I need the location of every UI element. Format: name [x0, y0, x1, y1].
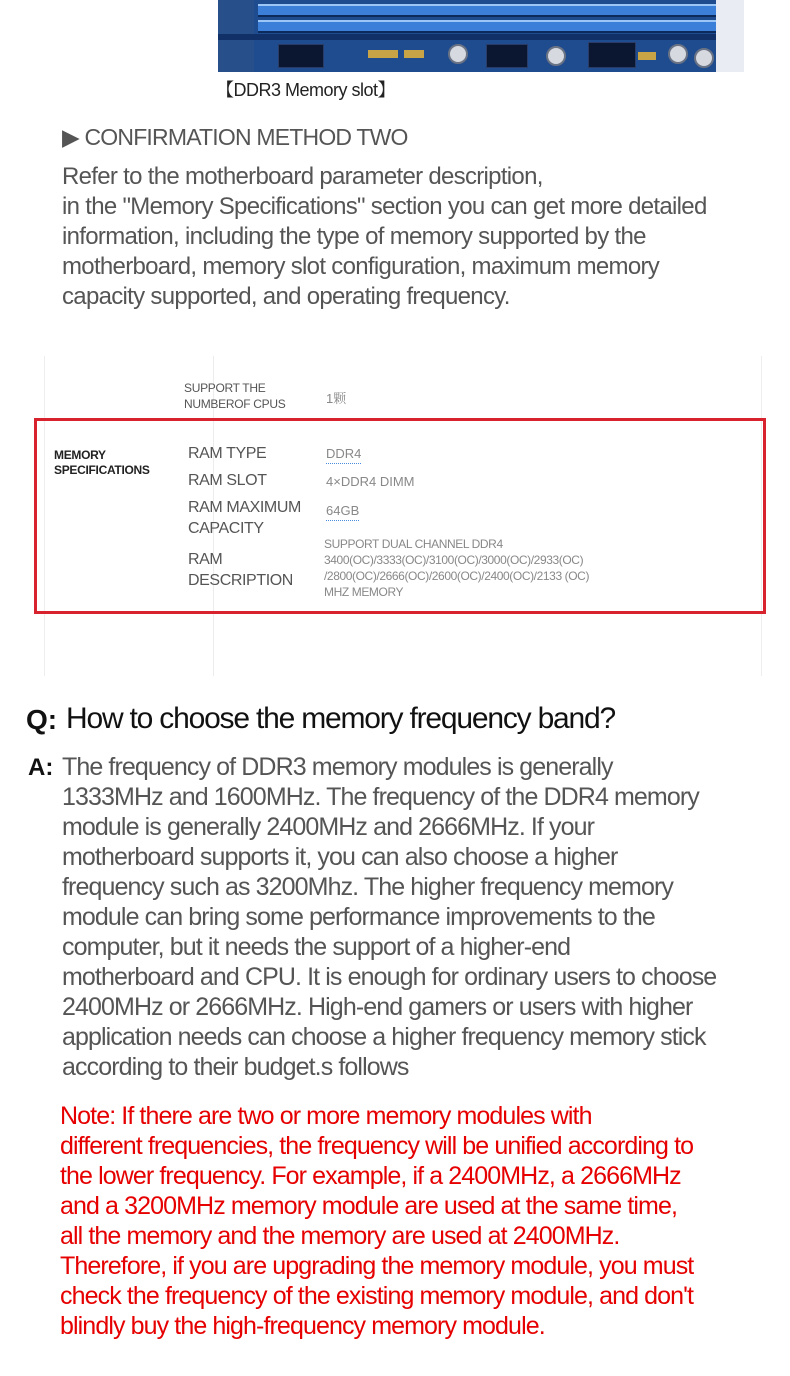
- cpu-count-value: 1颗: [326, 391, 347, 406]
- section-title: ▶ CONFIRMATION METHOD TWO: [62, 124, 408, 150]
- text-line: in the "Memory Specifications" section you can get more detailed: [62, 193, 707, 220]
- motherboard-image: [218, 0, 744, 72]
- question-heading: How to choose the memory frequency band?: [66, 702, 615, 735]
- dimm-slot: [258, 4, 738, 17]
- ram-desc-value: SUPPORT DUAL CHANNEL DDR4 3400(OC)/3333(OC)/3100(OC)/3000(OC)/2933(OC) /2800(OC)/2666(OC)/2600(OC)/2400(OC)/2133 (OC) MHZ MEMORY: [324, 537, 590, 599]
- cpu-count-label: SUPPORT THE NUMBEROF CPUS: [184, 381, 286, 411]
- text-line: motherboard, memory slot configuration, maximum memory: [62, 253, 660, 280]
- ram-max-label: RAM MAXIMUM CAPACITY: [188, 499, 301, 537]
- ram-slot-label: RAM SLOT: [188, 472, 267, 489]
- ram-desc-label: RAM DESCRIPTION: [188, 551, 293, 589]
- answer-mark: A:: [28, 754, 54, 781]
- text-line: Refer to the motherboard parameter description,: [62, 163, 543, 190]
- note-text: Note: If there are two or more memory modules with different frequencies, the frequency will be unified according to the lower frequency. For example, if a 2400MHz, a 2666MHz and a 3200MHz memory module are used at the same time, all the memory and the memory are used at 2400MHz. Therefore, if you are upgrading the memory module, you must check the frequency of the existing memory module, and don't blindly buy the high-frequency memory module.: [60, 1102, 694, 1340]
- ram-max-value: 64GB: [326, 503, 359, 521]
- answer-text: The frequency of DDR3 memory modules is generally 1333MHz and 1600MHz. The frequency of the DDR4 memory module is generally 2400MHz and 2666MHz. If your motherboard supports it, you can also choose a higher frequency such as 3200Mhz. The higher frequency memory module can bring some performance improvements to the computer, but it needs the support of a higher-end motherboard and CPU. It is enough for ordinary users to choose 2400MHz or 2666MHz. High-end gamers or users with higher application needs can choose a higher frequency memory stick according to their budget.s follows: [62, 753, 717, 1081]
- memory-spec-label: MEMORY SPECIFICATIONS: [54, 448, 150, 477]
- text-line: information, including the type of memory supported by the: [62, 223, 646, 250]
- text-line: capacity supported, and operating frequency.: [62, 283, 510, 310]
- ram-type-value: DDR4: [326, 446, 361, 464]
- question-mark: Q:: [26, 704, 58, 735]
- method-description: [62, 162, 778, 312]
- image-caption: 【DDR3 Memory slot】: [216, 80, 396, 100]
- dimm-slot: [258, 20, 738, 33]
- ram-slot-value: 4×DDR4 DIMM: [326, 474, 415, 489]
- ram-type-label: RAM TYPE: [188, 445, 267, 462]
